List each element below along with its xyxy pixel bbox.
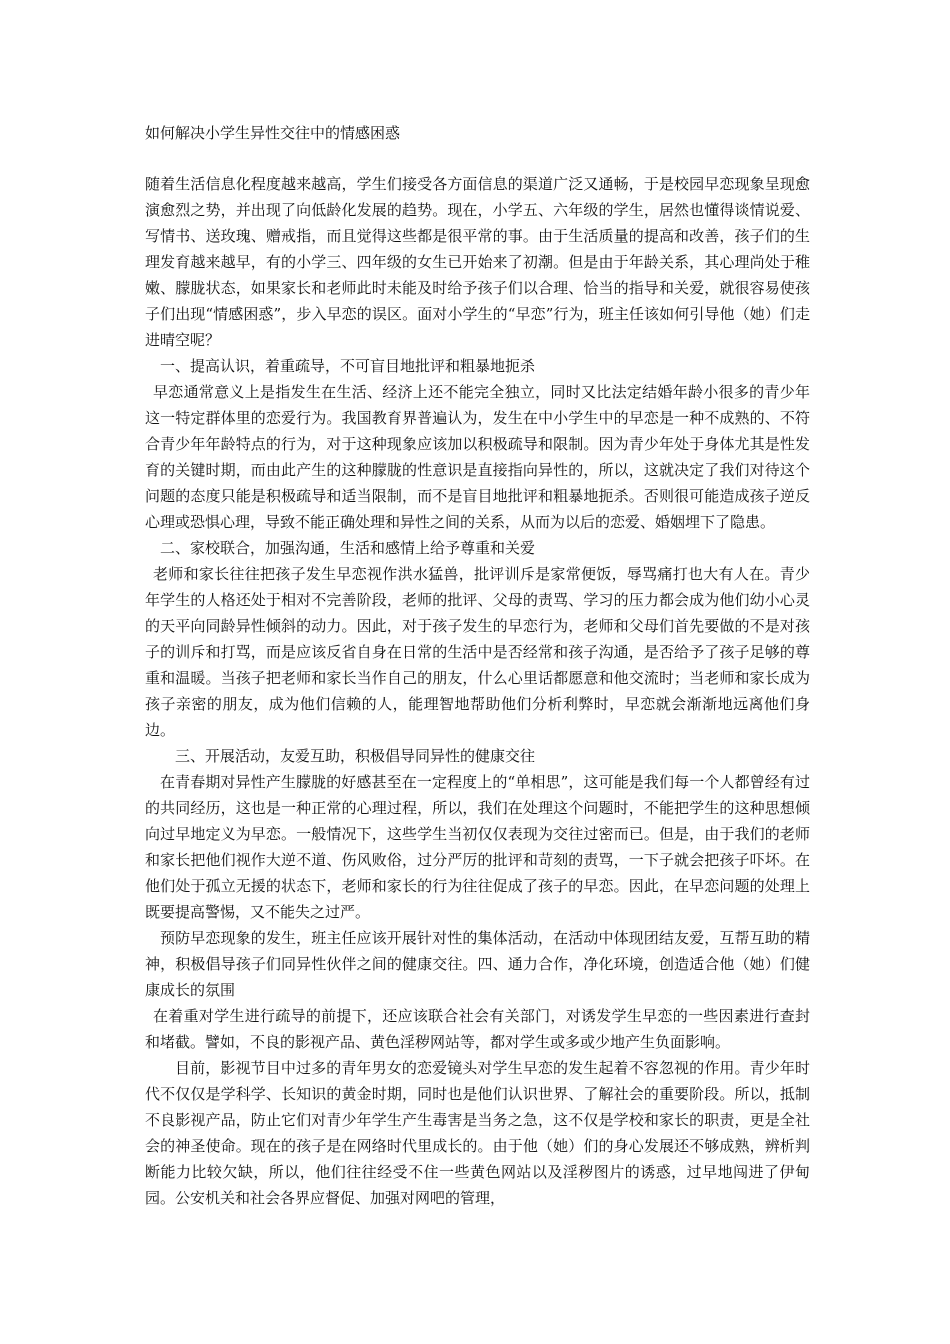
section-paragraph-3: 在青春期对异性产生朦胧的好感甚至在一定程度上的“单相思”，这可能是我们每一个人都曾经有过的共同经历，这也是一种正常的心理过程，所以，我们在处理这个问题时，不能把学生的这种思想倾向过早地定义为早恋。一般情况下，这些学生当初仅仅表现为交往过密而已。但是，由于我们的老师和家长把他们视作大逆不道、伤风败俗，过分严厉的批评和苛刻的责骂，一下子就会把孩子吓坏。在他们处于孤立无援的状态下，老师和家长的行为往往促成了孩子的早恋。因此，在早恋问题的处理上既要提高警惕，又不能失之过严。: [145, 773, 810, 921]
section-heading-1: 一、提高认识，着重疏导，不可盲目地批评和粗暴地扼杀: [160, 357, 536, 375]
intro-paragraph: 随着生活信息化程度越来越高，学生们接受各方面信息的渠道广泛又通畅，于是校园早恋现象呈现愈演愈烈之势，并出现了向低龄化发展的趋势。现在，小学五、六年级的学生，居然也懂得谈情说爱、写情书、送玫瑰、赠戒指，而且觉得这些都是很平常的事。由于生活质量的提高和改善，孩子们的生理发育越来越早，有的小学三、四年级的女生已开始来了初潮。但是由于年龄关系，其心理尚处于稚嫩、朦胧状态，如果家长和老师此时未能及时给予孩子们以合理、恰当的指导和关爱，就很容易使孩子们出现“情感困惑”，步入早恋的误区。面对小学生的“早恋”行为，班主任该如何引导他（她）们走进晴空呢？: [145, 175, 810, 349]
document-body: [145, 120, 810, 1211]
section-paragraph-2: 老师和家长往往把孩子发生早恋视作洪水猛兽，批评训斥是家常便饭，辱骂痛打也大有人在。青少年学生的人格还处于相对不完善阶段，老师的批评、父母的责骂、学习的压力都会成为他们幼小心灵的天平向同龄异性倾斜的动力。因此，对于孩子发生的早恋行为，老师和父母们首先要做的不是对孩子的训斥和打骂，而是应该反省自身在日常的生活中是否经常和孩子沟通，是否给予了孩子足够的尊重和温暖。当孩子把老师和家长当作自己的朋友，什么心里话都愿意和他交流时；当老师和家长成为孩子亲密的朋友，成为他们信赖的人，能理智地帮助他们分析利弊时，早恋就会渐渐地远离他们身边。: [145, 565, 810, 739]
section-heading-2: 二、家校联合，加强沟通，生活和感情上给予尊重和关爱: [160, 539, 536, 557]
section-paragraph-6: 目前，影视节目中过多的青年男女的恋爱镜头对学生早恋的发生起着不容忽视的作用。青少年时代不仅仅是学科学、长知识的黄金时期，同时也是他们认识世界、了解社会的重要阶段。所以，抵制不良影视产品，防止它们对青少年学生产生毒害是当务之急，这不仅是学校和家长的职责，更是全社会的神圣使命。现在的孩子是在网络时代里成长的。由于他（她）们的身心发展还不够成熟，辨析判断能力比较欠缺，所以，他们往往经受不住一些黄色网站以及淫秽图片的诱惑，过早地闯进了伊甸园。公安机关和社会各界应督促、加强对网吧的管理，: [145, 1059, 810, 1207]
section-paragraph-5: 在着重对学生进行疏导的前提下，还应该联合社会有关部门，对诱发学生早恋的一些因素进行查封和堵截。譬如，不良的影视产品、黄色淫秽网站等，都对学生或多或少地产生负面影响。: [145, 1007, 810, 1051]
section-paragraph-1: 早恋通常意义上是指发生在生活、经济上还不能完全独立，同时又比法定结婚年龄小很多的青少年这一特定群体里的恋爱行为。我国教育界普遍认为，发生在中小学生中的早恋是一种不成熟的、不符合青少年年龄特点的行为，对于这种现象应该加以积极疏导和限制。因为青少年处于身体尤其是性发育的关键时期，而由此产生的这种朦胧的性意识是直接指向异性的，所以，这就决定了我们对待这个问题的态度只能是积极疏导和适当限制，而不是盲目地批评和粗暴地扼杀。否则很可能造成孩子逆反心理或恐惧心理，导致不能正确处理和异性之间的关系，从而为以后的恋爱、婚姻埋下了隐患。: [145, 383, 810, 531]
section-paragraph-4: 预防早恋现象的发生，班主任应该开展针对性的集体活动，在活动中体现团结友爱，互帮互助的精神，积极倡导孩子们同异性伙伴之间的健康交往。四、通力合作，净化环境，创造适合他（她）们健康成长的氛围: [145, 929, 810, 999]
document-title: 如何解决小学生异性交往中的情感困惑: [145, 124, 401, 142]
section-heading-3: 三、开展活动，友爱互助，积极倡导同异性的健康交往: [175, 747, 536, 765]
